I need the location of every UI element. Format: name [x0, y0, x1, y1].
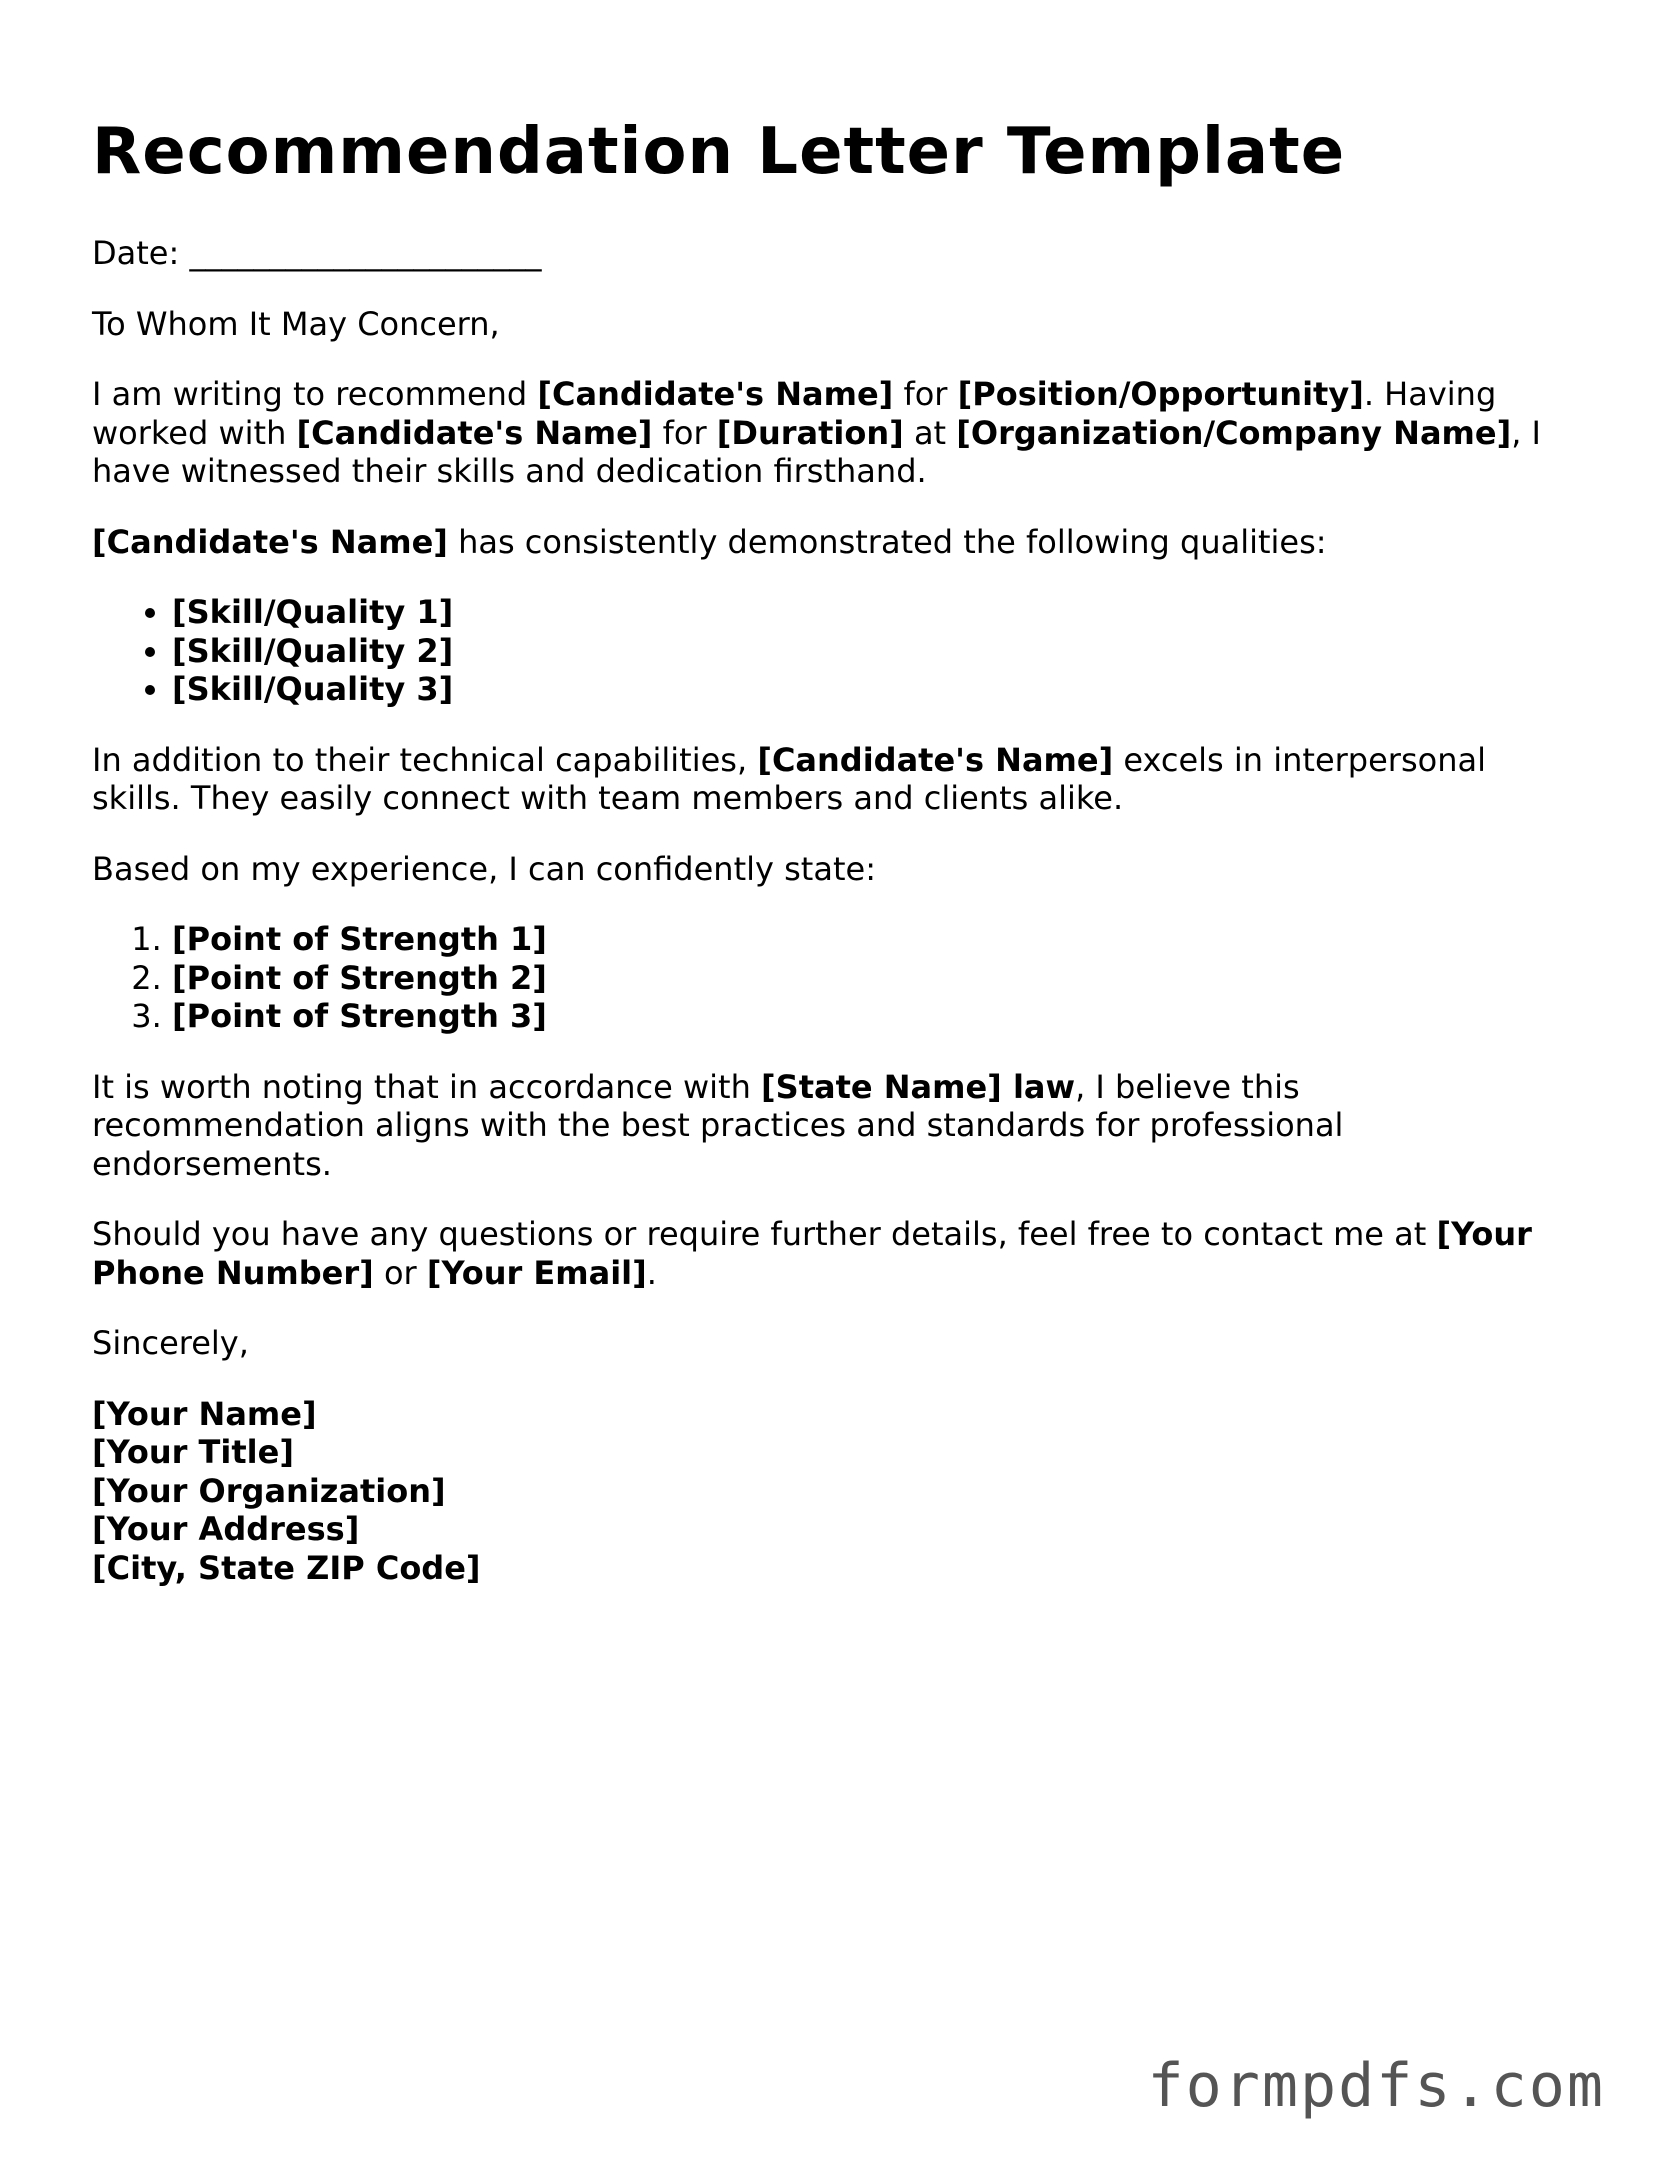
- qualities-intro-paragraph: [Candidate's Name] has consistently demonstrated the following qualities:: [92, 522, 1327, 561]
- duration-placeholder: [Duration]: [716, 413, 904, 452]
- organization-placeholder: [Organization/Company Name]: [956, 413, 1512, 452]
- list-item: • [Skill/Quality 1]: [172, 593, 1582, 632]
- date-line: Date: ______________________: [92, 234, 542, 272]
- experience-paragraph: Based on my experience, I can confidently state:: [92, 849, 876, 888]
- phone-placeholder: [Your Phone Number]: [92, 1215, 1532, 1292]
- signature-title: [Your Title]: [92, 1433, 294, 1471]
- intro-paragraph: I am writing to recommend [Candidate's Name] for [Position/Opportunity]. Having worked with [Candidate's Name] for [Duration] at [Organization/Company Name], I have witnessed their skills and dedication firsthand.: [92, 375, 1541, 490]
- list-item: • [Skill/Quality 2]: [172, 632, 1582, 671]
- closing: Sincerely,: [92, 1324, 249, 1362]
- law-paragraph: It is worth noting that in accordance with [State Name] law, I believe this recommendation aligns with the best practices and standards for professional endorsements.: [92, 1067, 1344, 1183]
- position-placeholder: [Position/Opportunity]: [957, 375, 1364, 413]
- candidate-name-placeholder: [Candidate's Name]: [92, 522, 448, 561]
- list-item: 1. [Point of Strength 1]: [172, 920, 1582, 959]
- email-placeholder: [Your Email]: [426, 1253, 647, 1292]
- list-item: 2. [Point of Strength 2]: [172, 959, 1582, 998]
- candidate-name-placeholder: [Candidate's Name]: [296, 413, 653, 452]
- list-item: 3. [Point of Strength 3]: [172, 997, 1582, 1036]
- signature-address: [Your Address]: [92, 1510, 360, 1548]
- candidate-name-placeholder: [Candidate's Name]: [537, 375, 894, 413]
- interpersonal-paragraph: In addition to their technical capabilities, [Candidate's Name] excels in interpersonal skills. They easily connect with team members and clients alike.: [92, 740, 1486, 817]
- signature-city-state-zip: [City, State ZIP Code]: [92, 1548, 481, 1587]
- salutation: To Whom It May Concern,: [92, 304, 500, 343]
- letter-page: [92, 112, 1582, 1587]
- page-title: Recommendation Letter Template: [92, 115, 1346, 189]
- contact-paragraph: Should you have any questions or require further details, feel free to contact me at [Your Phone Number] or [Your Email].: [92, 1215, 1532, 1292]
- signature-block: [92, 1395, 1582, 1588]
- strengths-list: [92, 920, 1582, 1036]
- list-item: • [Skill/Quality 3]: [172, 670, 1582, 709]
- skills-list: [92, 593, 1582, 709]
- signature-organization: [Your Organization]: [92, 1471, 446, 1510]
- state-law-placeholder: [State Name] law: [761, 1067, 1076, 1106]
- candidate-name-placeholder: [Candidate's Name]: [757, 740, 1114, 779]
- signature-name: [Your Name]: [92, 1394, 317, 1433]
- watermark: formpdfs.com: [1147, 2051, 1605, 2121]
